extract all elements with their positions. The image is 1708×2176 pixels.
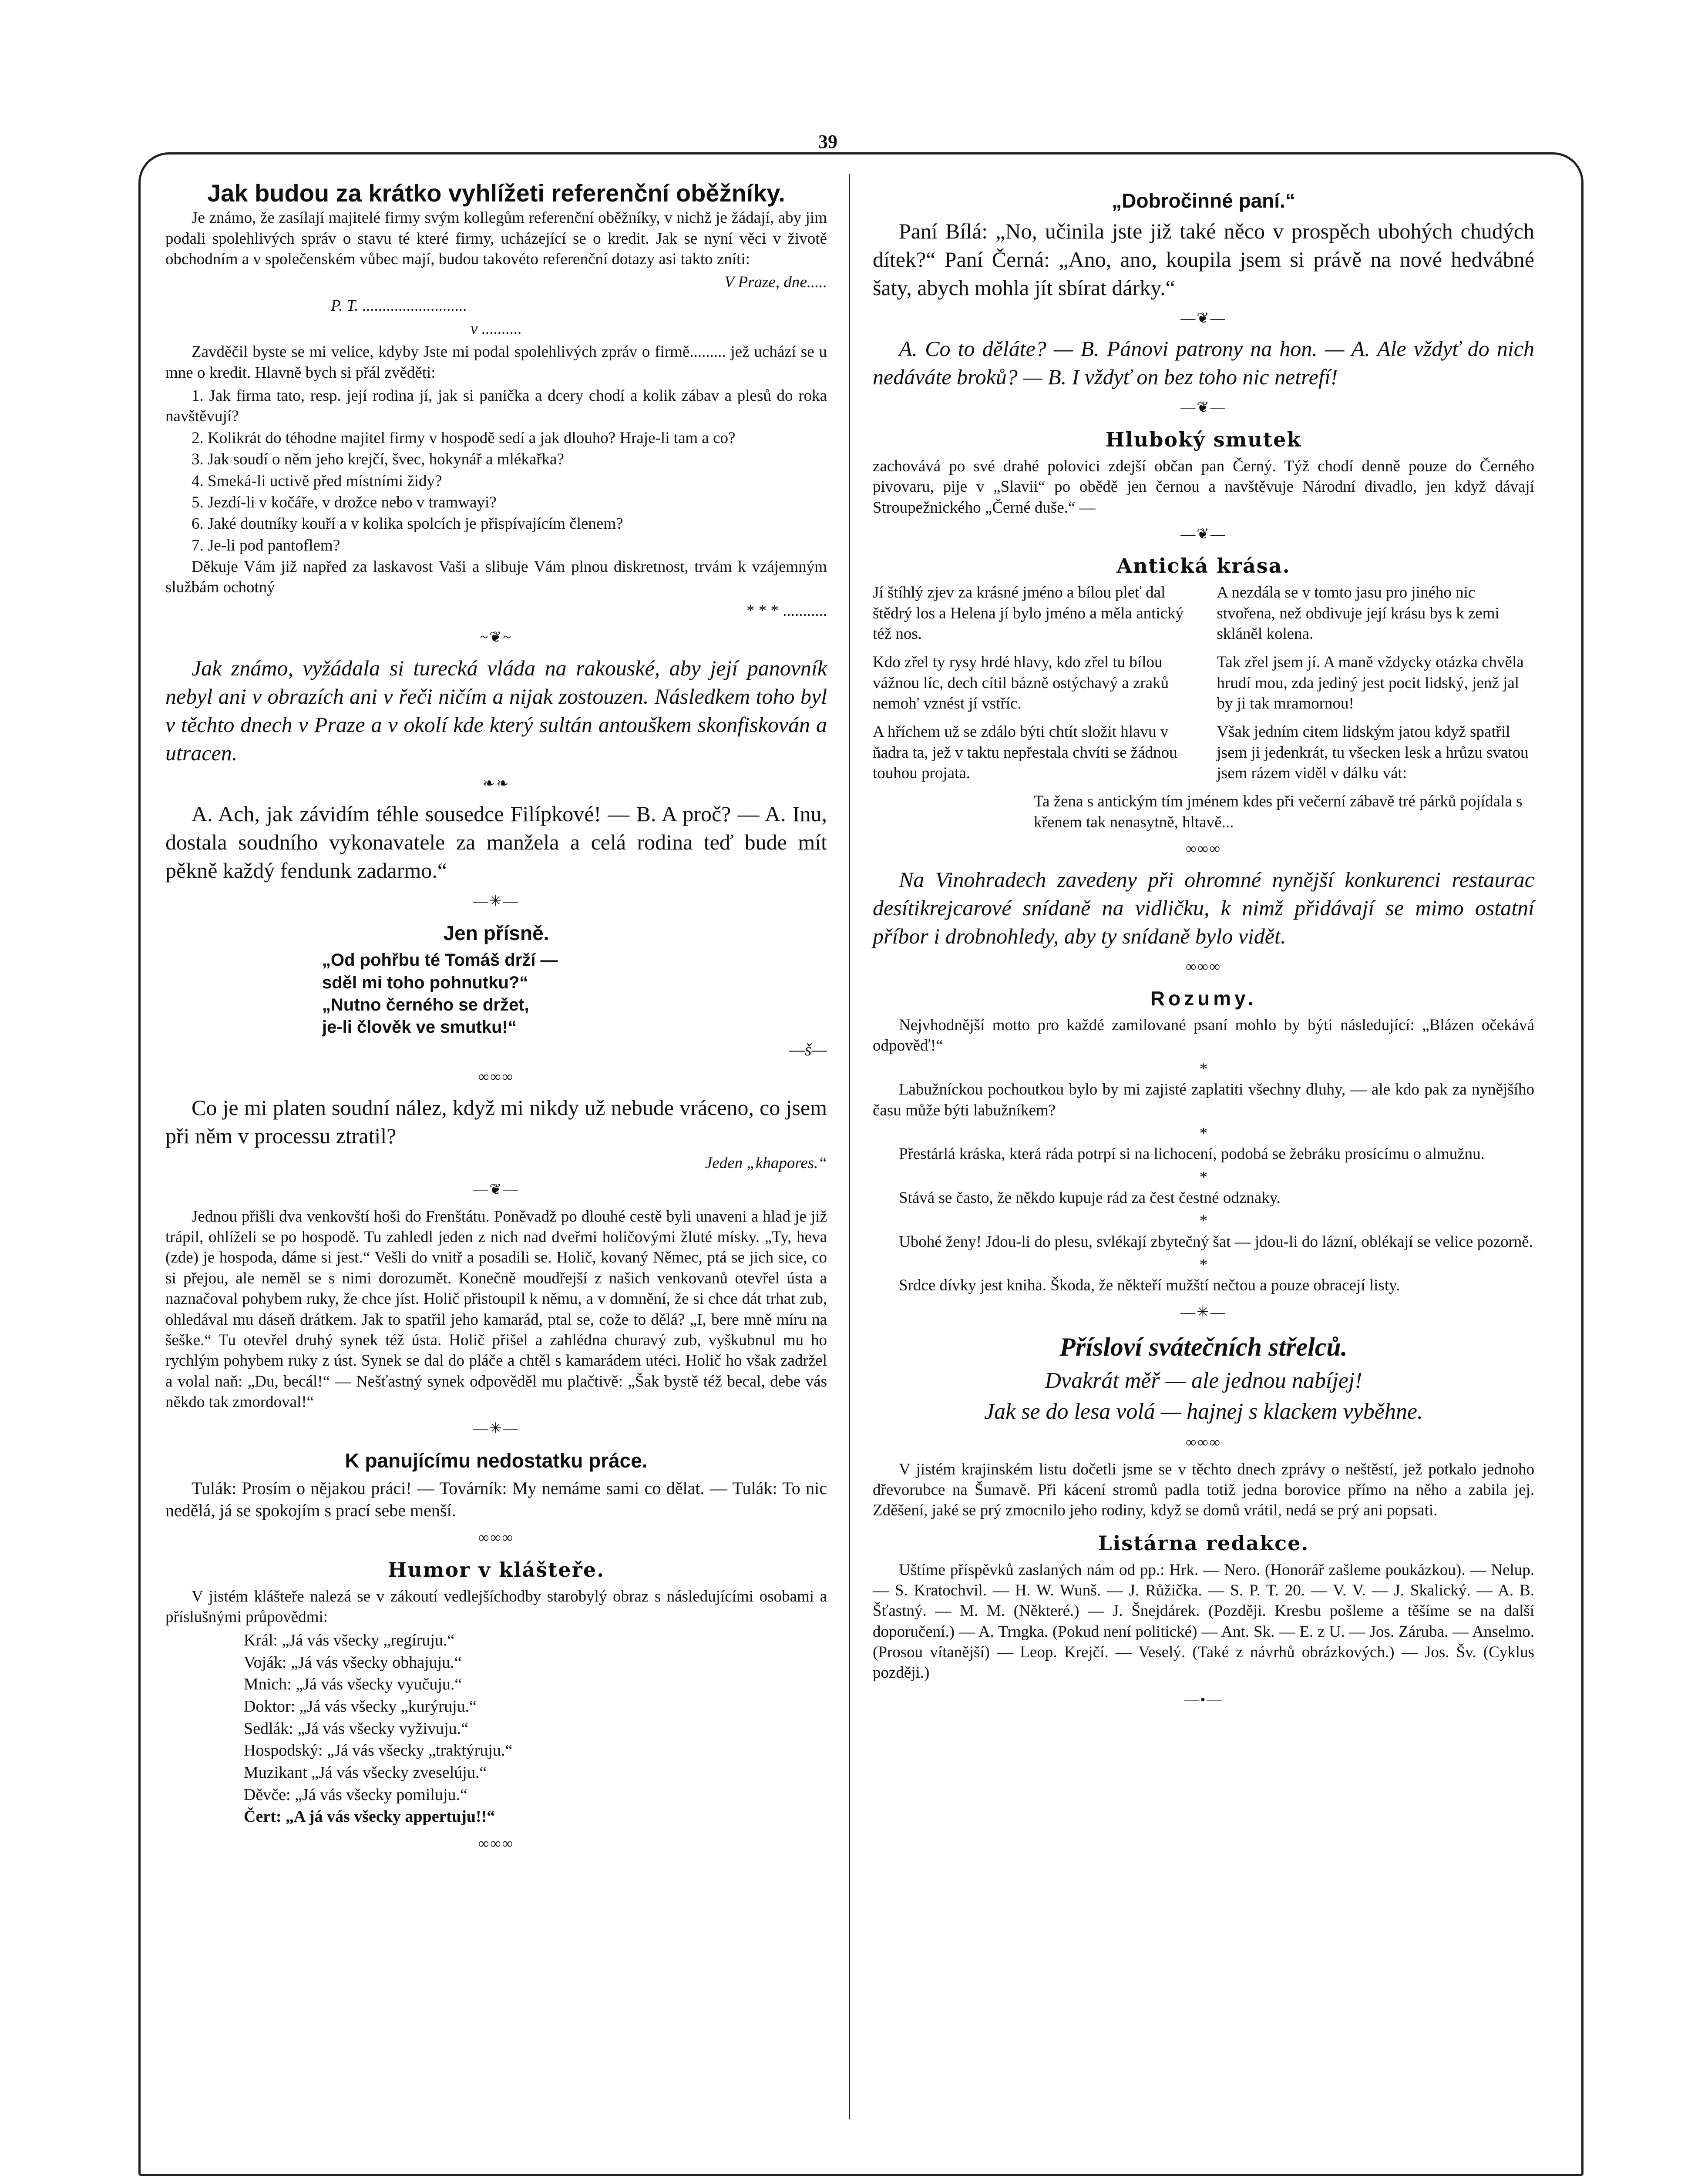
right-column [873,178,1534,1716]
article-title-anticka: Antická krása. [1116,554,1291,578]
page-number: 39 [818,131,837,152]
list-item: Mnich: „Já vás všecky vyučuju.“ [244,1675,462,1694]
list-item: Král: „Já vás všecky „regíruju.“ [244,1631,455,1650]
list-item: Nejvhodnější motto pro každé zamilované psaní mohlo by býti následující: „Blázen očekává odpověď!“ [873,1016,1534,1055]
proverb-line: Jak se do lesa volá — hajnej s klackem vyběhne. [984,1399,1423,1424]
ornament-divider: —❦— [473,1182,519,1198]
article-title-humor: Humor v klášteře. [387,1558,605,1582]
list-item: Přestárlá kráska, která ráda potrpí si na lichocení, podobá se žebráku prosícímu o almužnu. [899,1145,1485,1163]
poem-stanza-row [873,722,1534,783]
ornament-divider: ∞∞∞ [1186,841,1221,857]
poem-line: „Od pohřbu té Tomáš drží — [322,950,558,970]
sumava-paragraph: V jistém krajinském listu dočetli jsme se v těchto dnech zprávy o neštěstí, jež potkalo jednoho dřevorubce na Šumavě. Při kácení stromů padla totiž jedna borovice přímo na něho a zabila jej. Zděšení, jaké se prý zmocnilo jeho rodiny, když se domů vrátil, nedá se prý ani popsati. [873,1460,1534,1520]
list-item: Čert: „A já vás všecky appertuju!!“ [244,1807,495,1826]
list-item: Muzikant „Já vás všecky zveselúju.“ [244,1763,487,1782]
soudni-dialog: A. Ach, jak závidím téhle sousedce Filípkové! — B. A proč? — A. Inu, dostala soudního vykonavatele za manžela a celá rodina teď bude mít pěkně každý fendunk zadarmo.“ [165,802,827,883]
article-title-jen-prisne: Jen přísně. [443,921,549,944]
article-title-referencni: Jak budou za krátko vyhlížeti referenční oběžníky. [207,179,785,207]
list-item: Srdce dívky jest kniha. Škoda, že někteří mužští nečtou a pouze obracejí listy. [899,1276,1400,1295]
sultan-paragraph: Jak známo, vyžádala si turecká vláda na rakouské, aby její panovník nebyl ani v obrazích ani v řeči ničím a nijak zostouzen. Následkem toho byl v těchto dnech v Praze a v okolí kde který sultán antouškem skonfiskován a utracen. [165,655,827,765]
article-title-nedostatek: K panujícímu nedostatku práce. [345,1449,648,1472]
asterisk-divider: * [1199,1212,1208,1230]
list-item: Voják: „Já vás všecky obhajuju.“ [244,1653,462,1672]
letter-salutation: P. T. .......................... [331,296,467,315]
letter-v: v .......... [470,319,522,338]
letter-closing: Děkuje Vám již napřed za laskavost Vaši a slibuje Vám plnou diskretnost, trvám k vzájemným službám ochotný [165,557,827,597]
list-item: 5. Jezdí-li v kočáře, v drožce nebo v tramwayi? [192,493,497,511]
poem-jen-prisne [165,949,827,1038]
article-title-prislovi: Přísloví svátečních střelců. [1059,1333,1348,1362]
proverb-line: Dvakrát měř — ale jednou nabíjej! [1045,1368,1362,1394]
list-item: 6. Jaké doutníky kouří a v kolika spolcích je přispívajícím členem? [192,515,623,533]
ornament-divider: —✳— [1180,1304,1227,1320]
asterisk-divider: * [1199,1256,1208,1274]
ornament-divider: ∞∞∞ [1186,1434,1221,1451]
poem-stanza: Tak zřel jsem jí. A maně vždycky otázka chvěla hrudí mou, zda jediný jest pocit lidský, jenž jal by ji tak mramornou! [1217,653,1524,713]
humor-lines [165,1630,827,1827]
ornament-divider: —•— [1184,1691,1223,1708]
poem-stanza: A nezdála se v tomto jasu pro jiného nic stvořena, než obdivuje její krásu bys k zemi skláněl kolena. [1217,584,1500,643]
article-title-smutek: Hluboký smutek [1105,427,1302,451]
list-item: 3. Jak soudí o něm jeho krejčí, švec, hokynář a mlékařka? [192,450,564,469]
poem-line: „Nutno černého se držet, [322,995,529,1014]
article-title-rozumy: Rozumy. [1150,987,1257,1010]
ornament-divider: —❦— [1180,526,1227,542]
list-item: 2. Kolikrát do téhodne majitel firmy v hospodě sedí a jak dlouho? Hraje-li tam a co? [192,429,736,447]
list-item: Děvče: „Já vás všecky pomiluju.“ [244,1785,467,1804]
smutek-text: zachovává po své drahé polovici zdejší občan pan Černý. Týž chodí denně pouze do Černého pivovaru, pije v „Slavii“ po obědě jen černou a navštěvuje Národní divadlo, jen když dávají Stroupežnického „Černé duše.“ — [873,457,1534,517]
ornament-divider: —✳— [473,893,519,910]
patrony-dialog: A. Co to děláte? — B. Pánovi patrony na hon. — A. Ale vždyť do nich nedáváte broků? — B. I vždyť on bez toho nic netrefí! [873,336,1534,390]
list-item: Sedlák: „Já vás všecky vyživuju.“ [244,1719,469,1738]
poem-stanza: Však jedním citem lidským jatou když spatřil jsem ji jedenkrát, tu všecken lesk a hrůzu svatou jsem rázem viděl v dálku vát: [1217,723,1529,782]
list-item: Ubohé ženy! Jdou-li do plesu, svlékají zbytečný šat — jdou-li do lázní, oblékají se velice pozorně. [899,1232,1533,1251]
ornament-divider: —❦— [1180,310,1227,326]
poem-stanza: Kdo zřel ty rysy hrdé hlavy, kdo zřel tu bílou vážnou líc, dech cítil bázně ostýchavý a zraků nemoh' vznést jí vstříc. [873,653,1169,713]
poem-signature: —š— [789,1040,827,1060]
poem-stanza-row [873,582,1534,644]
dobrocinne-text: Paní Bílá: „No, učinila jste již také něco v prospěch ubohých chudých dítek?“ Paní Černá: „Ano, ano, koupila jsem si právě na nové hedvábné šaty, abych mohla jít sbírat dárky.“ [873,218,1534,300]
article-intro: Je známo, že zasílají majitelé firmy svým kollegům referenční oběžníky, v nichž je žádají, aby jim podali spolehlivých správ o stavu té které firmy, ucházející se o kredit. Jak se nyní věci v životě obchodním a v společenském vůbec mají, budou takovéto referenční dotazy asi takto zníti: [165,209,827,268]
list-item: 7. Je-li pod pantoflem? [192,536,340,554]
article-title-listarna: Listárna redakce. [1098,1531,1309,1555]
list-item: Hospodský: „Já vás všecky „traktýruju.“ [244,1741,513,1760]
poem-stanza: Ta žena s antickým tím jménem kdes při večerní zábavě tré párků pojídala s křenem tak nenasytně, hltavě... [1034,792,1523,831]
list-item: 4. Smeká-li uctivě před místními židy? [192,472,442,490]
column-divider [849,174,850,2119]
asterisk-divider: * [1199,1168,1208,1186]
poem-stanza-row [873,652,1534,714]
soudni-nalez: Co je mi platen soudní nález, když mi nikdy už nebude vráceno, co jsem při něm v processu ztratil? [165,1095,827,1148]
vinohrady-paragraph: Na Vinohradech zavedeny při ohromné nynější konkurenci restaurac desítikrejcarové snídaně na vidličku, k nimž přidávají se mimo ostatní příbor i drobnohledy, aby ty snídaně bylo vidět. [873,867,1534,948]
ornament-divider: ∞∞∞ [1186,958,1221,975]
asterisk-divider: * [1199,1124,1208,1142]
ornament-divider: ∞∞∞ [478,1835,514,1852]
humor-intro: V jistém klášteře nalezá se v zákoutí vedlejšíchodby starobylý obraz s následujícími osobami a příslušnými průpovědmi: [165,1587,827,1626]
ornament-divider: ~❦~ [480,629,513,646]
ornament-divider: ∞∞∞ [478,1069,514,1085]
asterisk-divider: * [1199,1060,1208,1078]
question-list [165,386,827,556]
poem-line: je-li člověk ve smutku!“ [322,1017,517,1037]
frenstat-story: Jednou přišli dva venkovští hoši do Frenštátu. Poněvadž po dlouhé cestě byli unaveni a hlad je již trápil, ohlíželi se po hospodě. Tu zahledl jeden z nich nad dveřmi holičovými žluté mísky. „Ty, heva (zde) je hospoda, dáme si jest.“ Vešli do vnitř a posadili se. Holič, kovaný Němec, ptá se jich sice, co si přejou, ale neměl se s nimi dorozumět. Konečně moudřejší z našich venkovanů otevřel ústa a naznačoval pohybem ruky, že chce jíst. Holič přistoupil k němu, a v domnění, že si chce dát trhat zub, ohledával mu dáseň drátkem. Jak to spatřil jeho kamarád, ptal se, cože to dělá? „I, bere mně míru na šeške.“ Tu otevřel druhý synek též ústa. Holič přišel a zahlédna churavý zub, vyškubnul mu ho rychlým pohybem ruky z úst. Synek se dal do pláče a chtěl s kamarádem utéci. Holič ho však zadržel a volal naň: „Du, becál!“ — Nešťastný synek odpověděl mu plačtivě: „Šak bystě též becal, debe vás někdo tak zmordoval!“ [165,1207,827,1411]
ornament-divider: —❦— [1180,400,1227,416]
nedostatek-text: Tulák: Prosím o nějakou práci! — Továrník: My nemáme sami co dělat. — Tulák: To nic nedělá, já se spokojím s prací sebe menší. [165,1478,827,1520]
listarna-text: Uštíme příspěvků zaslaných nám od pp.: Hrk. — Nero. (Honorář zašleme poukázkou). — Nelup. — S. Kratochvil. — H. W. Wunš. — J. Růžička. — S. P. T. 20. — V. V. — J. Skalický. — A. B. Šťastný. — M. M. (Některé.) — J. Šnejdárek. (Později. Kresbu pošleme a těšíme se na další doporučení.) — A. Trngka. (Pokud není politické) — Ant. Sk. — E. z U. — Jos. Záruba. — Anselmo. (Prosou vítanější) — Leop. Krejčí. — Veselý. (Také z návrhů obrázkových.) — Jos. Šv. (Cyklus později.) [873,1561,1534,1682]
place-date: V Praze, dne..... [724,273,827,292]
list-item: Stává se často, že někdo kupuje rád za čest čestné odznaky. [899,1189,1281,1207]
soudni-nalez-signature: Jeden „khapores.“ [705,1154,827,1172]
letter-signature: * * * ........... [746,601,827,620]
left-column [165,178,827,1860]
ornament-divider: —✳— [473,1420,519,1437]
poem-stanza: A hříchem už se zdálo býti chtít složit hlavu v ňadra ta, jež v taktu nepřestala chvíti se žádnou touhou projata. [873,723,1177,782]
list-item: Labužníckou pochoutkou bylo by mi zajisté zaplatiti všechny dluhy, — ale kdo pak za nynějšího času může býti labužníkem? [873,1081,1534,1119]
letter-body: Zavděčil byste se mi velice, kdyby Jste mi podal spolehlivých zpráv o firmě......... jež uchází se u mne o kredit. Hlavně bych si přál zvěděti: [165,343,827,382]
ornament-divider: ∞∞∞ [478,1530,514,1546]
list-item: Doktor: „Já vás všecky „kurýruju.“ [244,1697,477,1716]
ornament-divider: ❧❧ [482,775,510,792]
article-title-dobrocinne: „Dobročinné paní.“ [1112,189,1295,212]
list-item: 1. Jak firma tato, resp. její rodina jí, jak si panička a dcery chodí a kolik zábav a plesů do roka navštěvují? [165,387,827,426]
poem-stanza: Jí štíhlý zjev za krásné jméno a bílou pleť dal štědrý los a Helena jí bylo jméno a měla antický též nos. [873,584,1184,643]
poem-line: sděl mi toho pohnutku?“ [322,973,528,992]
